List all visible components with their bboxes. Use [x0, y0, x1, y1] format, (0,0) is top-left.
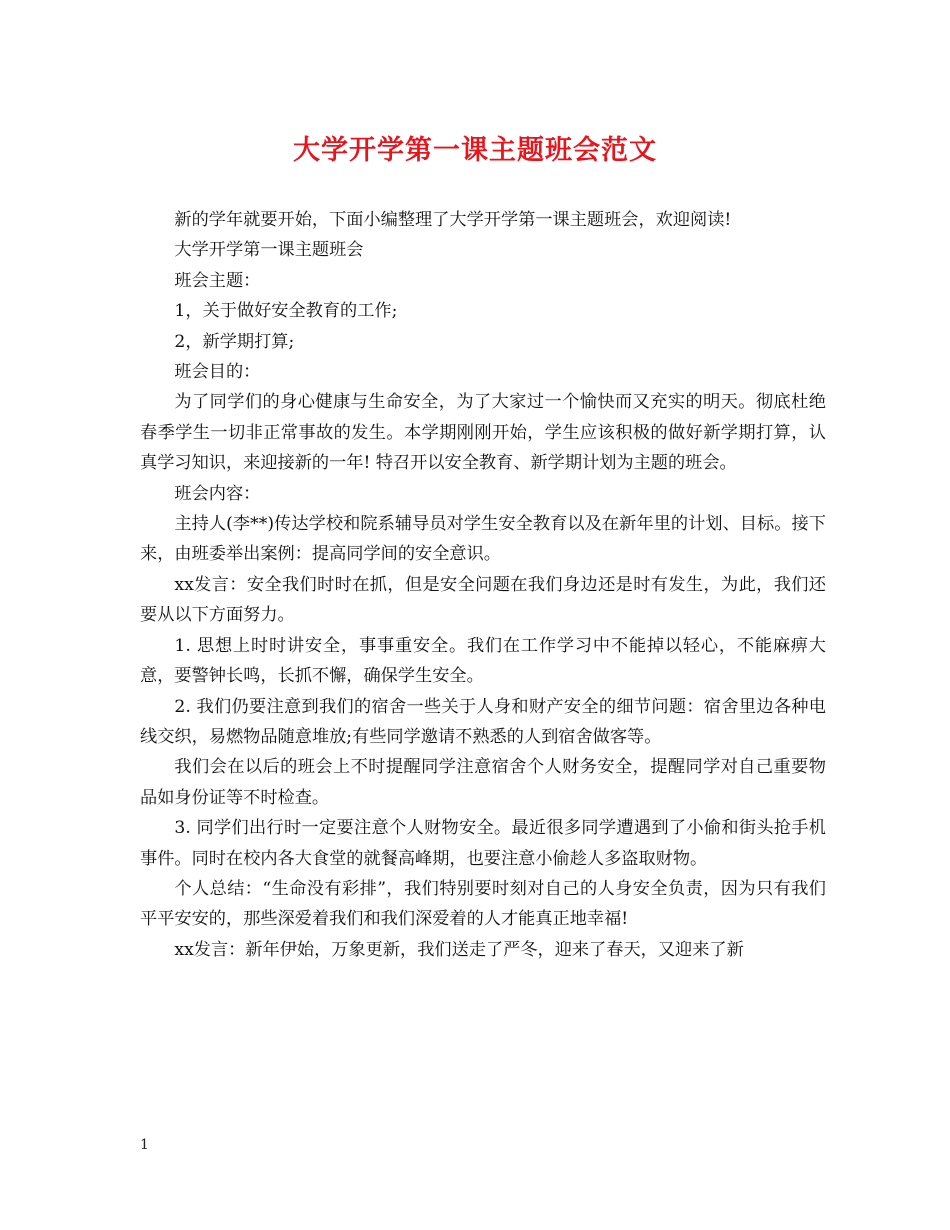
page-number: 1: [140, 1137, 149, 1153]
paragraph-speech-1: xx发言：安全我们时时在抓，但是安全问题在我们身边还是时有发生，为此，我们还要从以下方面努力。: [140, 574, 826, 626]
paragraph-point-2: 2. 我们仍要注意到我们的宿舍一些关于人身和财产安全的细节问题：宿舍里边各种电线交织，易燃物品随意堆放;有些同学邀请不熟悉的人到宿舍做客等。: [140, 696, 826, 747]
document-title: 大学开学第一课主题班会范文: [293, 135, 657, 166]
paragraph-content-heading: 班会内容：: [174, 483, 261, 504]
paragraph-point-1: 1. 思想上时时讲安全，事事重安全。我们在工作学习中不能掉以轻心，不能麻痹大意，要警钟长鸣，长抓不懈，确保学生安全。: [140, 635, 826, 687]
paragraph-reminder: 我们会在以后的班会上不时提醒同学注意宿舍个人财务安全，提醒同学对自己重要物品如身份证等不时检查。: [140, 757, 826, 808]
document-body: [140, 205, 826, 965]
paragraph-point-3: 3. 同学们出行时一定要注意个人财物安全。最近很多同学遭遇到了小偷和街头抢手机事件。同时在校内各大食堂的就餐高峰期，也要注意小偷趁人多盗取财物。: [140, 818, 826, 869]
paragraph-purpose: 为了同学们的身心健康与生命安全，为了大家过一个愉快而又充实的明天。彻底杜绝春季学生一切非正常事故的发生。本学期刚刚开始，学生应该积极的做好新学期打算，认真学习知识，来迎接新的一年! 特召开以安全教育、新学期计划为主题的班会。: [140, 392, 826, 474]
paragraph-theme-1: 1，关于做好安全教育的工作;: [174, 301, 398, 322]
paragraph-summary: 个人总结：“生命没有彩排”，我们特别要时刻对自己的人身安全负责，因为只有我们平平安安的，那些深爱着我们和我们深爱着的人才能真正地幸福!: [140, 878, 826, 930]
paragraph-host: 主持人(李**)传达学校和院系辅导员对学生安全教育以及在新年里的计划、目标。接下来，由班委举出案例：提高同学间的安全意识。: [140, 514, 826, 565]
paragraph-theme-2: 2，新学期打算;: [174, 331, 295, 352]
paragraph-theme-heading: 班会主题：: [174, 270, 261, 291]
paragraph-speech-2: xx发言：新年伊始，万象更新，我们送走了严冬，迎来了春天，又迎来了新: [174, 939, 744, 960]
paragraph-subtitle: 大学开学第一课主题班会: [174, 240, 364, 261]
paragraph-intro: 新的学年就要开始，下面小编整理了大学开学第一课主题班会，欢迎阅读!: [174, 210, 732, 230]
paragraph-purpose-heading: 班会目的：: [174, 362, 261, 383]
